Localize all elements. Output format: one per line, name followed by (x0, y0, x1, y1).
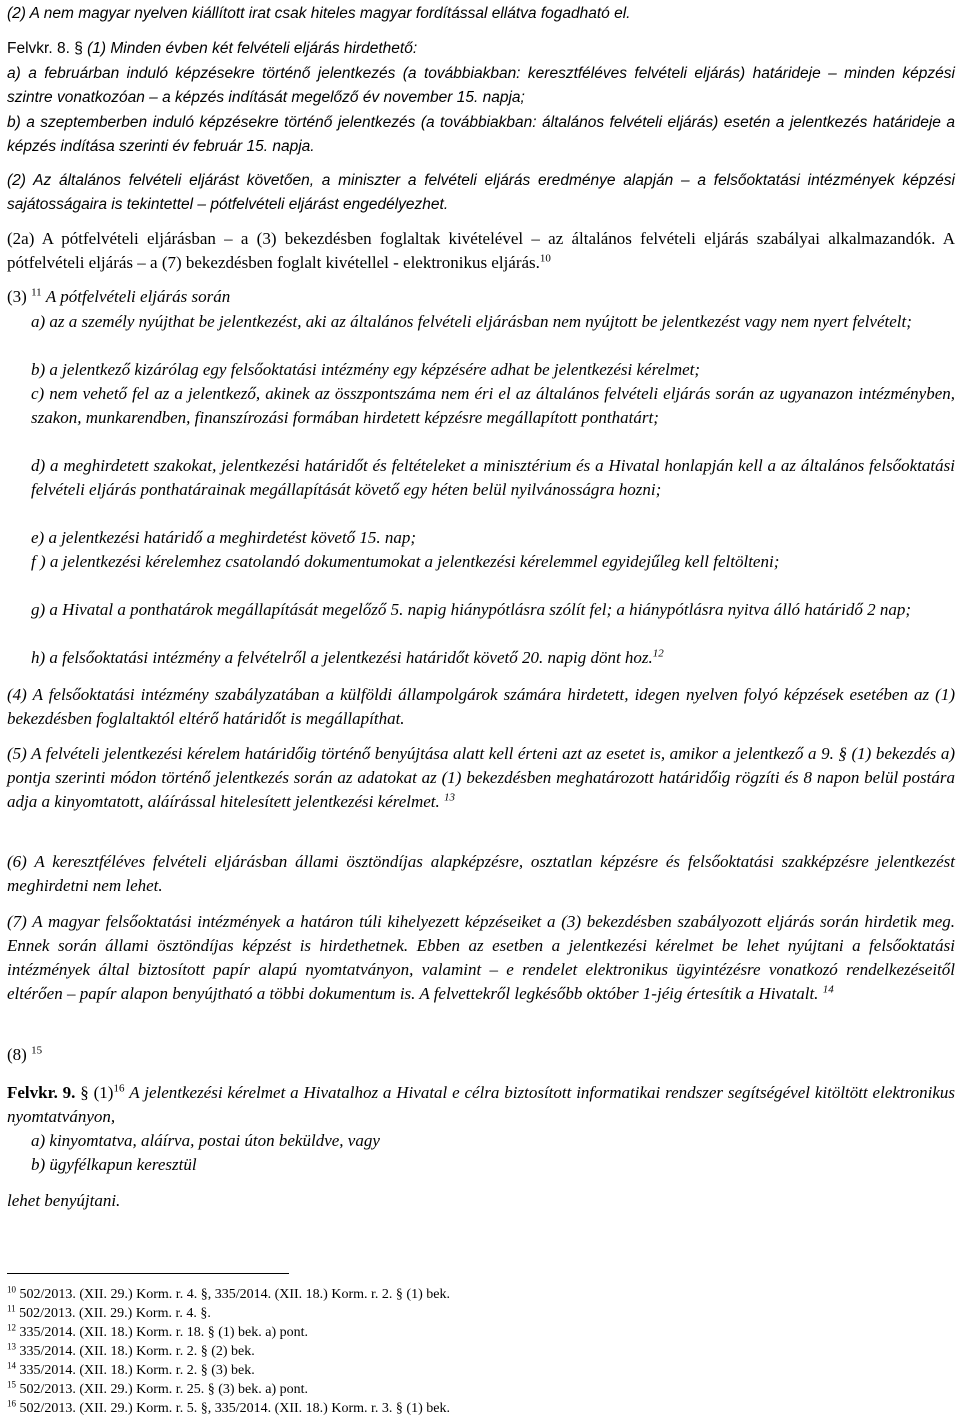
footnote-text: 335/2014. (XII. 18.) Korm. r. 2. § (2) bek. (19, 1344, 255, 1359)
header-note: (2) A nem magyar nyelven kiállított irat csak hiteles magyar fordítással ellátva fogadható el. (7, 5, 631, 22)
section-8-sign: § (74, 40, 83, 57)
s8-p3-label: (3) (7, 287, 27, 306)
s8-p2a (7, 227, 955, 275)
footnote-text: 502/2013. (XII. 29.) Korm. r. 25. § (3) bek. a) pont. (19, 1382, 309, 1397)
s8-p3-b: b) a jelentkező kizárólag egy felsőoktatási intézmény egy képzésére adhat be jelentkezési kérelmet; (31, 360, 701, 379)
footnote-10 (7, 1285, 450, 1304)
footnote-text: 502/2013. (XII. 29.) Korm. r. 4. §, 335/2014. (XII. 18.) Korm. r. 2. § (1) bek. (19, 1287, 450, 1302)
section-8-heading (7, 37, 955, 61)
footnote-14 (7, 1361, 255, 1380)
footnote-16 (7, 1399, 450, 1418)
s8-p1-intro: (1) Minden évben két felvételi eljárás hirdethető: (87, 40, 418, 57)
s8-p6: (6) A keresztféléves felvételi eljárásban állami ösztöndíjas alapképzésre, osztatlan képzésre és felsőoktatási szakképzésre jelentkezést meghirdetni nem lehet. (7, 852, 955, 895)
footnote-ref-15: 15 (31, 1044, 43, 1057)
footnote-ref-16: 16 (113, 1082, 125, 1095)
s8-p8 (7, 1043, 955, 1067)
footnote-ref-10: 10 (539, 252, 551, 265)
s9-p1-label: § (1) (80, 1083, 114, 1102)
footnote-ref-14: 14 (822, 983, 834, 996)
s9-p1-text: A jelentkezési kérelmet a Hivatalhoz a Hivatal e célra biztosított informatikai rendszer segítségével kitöltött elektronikus nyomtatványon, (7, 1083, 956, 1126)
footnote-number: 16 (7, 1398, 16, 1409)
s8-p3-h (7, 646, 955, 670)
s8-p3-d: d) a meghirdetett szakokat, jelentkezési határidőt és feltételeket a minisztérium és a Hivatal honlapján kell a az általános felsőoktatási felvételi eljárás ponthatárainak megállapítását követő egy héten belül nyilvánosságra hozni; (31, 456, 955, 499)
section-9-prefix: Felvkr. 9. (7, 1083, 76, 1102)
footnote-text: 502/2013. (XII. 29.) Korm. r. 5. §, 335/2014. (XII. 18.) Korm. r. 3. § (1) bek. (19, 1401, 450, 1416)
s8-p3-heading (7, 285, 955, 309)
s8-p3-e: e) a jelentkezési határidő a meghirdetést követő 15. nap; (31, 528, 417, 547)
footnote-11 (7, 1304, 211, 1323)
footnote-12 (7, 1323, 308, 1342)
s8-p3-h-text: h) a felsőoktatási intézmény a felvételről a jelentkezési határidőt követő 20. napig dönt hoz. (31, 648, 653, 667)
s8-p5-text: (5) A felvételi jelentkezési kérelem határidőig történő benyújtása alatt kell érteni azt az esetet is, amikor a jelentkező a 9. § (1) bekezdés a) pontja szerinti módon történő jelentkezés során az adatokat az (1) bekezdésben meghatározott határidőig rögzíti és 8 napon belül postára adja a kinyomtatott, aláírással hitelesített jelentkezési kérelmet. (7, 744, 955, 811)
s8-p5 (7, 742, 955, 814)
section-8-prefix: Felvkr. 8. (7, 40, 70, 57)
s8-p7-text: (7) A magyar felsőoktatási intézmények a határon túli kihelyezett képzéseiket a (3) bekezdésben szabályozott eljárás során hirdetik meg. Ennek során állami ösztöndíjas képzést is hirdethetnek. Ebben az esetben a jelentkezési kérelmet be lehet nyújtani a felsőoktatási intézmények által biztosított papír alapú nyomtatványon, valamint – e rendelet elektronikus ügyintézésre vonatkozó rendelkezéseitől eltérően – papír alapon benyújtható a többi dokumentum is. A felvettekről legkésőbb október 1-jéig értesítik a Hivatalt. (7, 912, 955, 1003)
footnote-number: 13 (7, 1341, 16, 1352)
footnote-ref-11: 11 (31, 286, 42, 299)
s8-p8-label: (8) (7, 1045, 27, 1064)
s8-p4: (4) A felsőoktatási intézmény szabályzatában a külföldi állampolgárok számára hirdetett, idegen nyelven folyó képzések esetében az (1) bekezdésben foglaltaktól eltérő határidőt is megállapíthat. (7, 685, 955, 728)
footnote-number: 12 (7, 1322, 16, 1333)
s8-p3-g: g) a Hivatal a ponthatárok megállapítását megelőző 5. napig hiánypótlásra szólít fel; a hiánypótlásra nyitva álló határidő 2 nap; (31, 600, 912, 619)
footnote-text: 335/2014. (XII. 18.) Korm. r. 18. § (1) bek. a) pont. (19, 1325, 309, 1340)
s8-p3-c: c) nem vehető fel az a jelentkező, akinek az összpontszáma nem éri el az általános felvételi eljárás során az ugyanazon intézményben, szakon, munkarendben, finanszírozási formában hirdetett képzésre megállapított ponthatárt; (31, 384, 955, 427)
s8-p3-a: a) az a személy nyújthat be jelentkezést, aki az általános felvételi eljárásban nem nyújtott be jelentkezést vagy nem nyert felvételt; (31, 312, 912, 331)
footnote-number: 10 (7, 1284, 16, 1295)
footnote-number: 11 (7, 1303, 16, 1314)
s8-p2a-text: (2a) A pótfelvételi eljárásban – a (3) bekezdésben foglaltak kivételével – az általános felvételi eljárás szabályai alkalmazandók. A pótfelvételi eljárás – a (7) bekezdésben foglalt kivétellel - elektronikus eljárás. (7, 229, 955, 272)
footnote-number: 14 (7, 1360, 16, 1371)
s9-p1-a: a) kinyomtatva, aláírva, postai úton beküldve, vagy (31, 1131, 380, 1150)
s8-p3-f: f ) a jelentkezési kérelemhez csatolandó dokumentumokat a jelentkezési kérelemmel egyidejűleg kell feltölteni; (31, 552, 780, 571)
footnote-number: 15 (7, 1379, 16, 1390)
s8-p1-b: b) a szeptemberben induló képzésekre történő jelentkezés (a továbbiakban: általános felvételi eljárás) esetén a jelentkezés határideje a képzés indítása szerinti év február 15. napja. (7, 114, 955, 155)
s8-p7 (7, 910, 955, 1006)
footnote-text: 502/2013. (XII. 29.) Korm. r. 4. §. (19, 1306, 211, 1321)
footnote-text: 335/2014. (XII. 18.) Korm. r. 2. § (3) bek. (19, 1363, 255, 1378)
footnote-divider (7, 1273, 289, 1274)
s9-p1-b: b) ügyfélkapun keresztül (31, 1155, 197, 1174)
s9-p1-end: lehet benyújtani. (7, 1191, 121, 1210)
s8-p1-a: a) a februárban induló képzésekre történő jelentkezés (a továbbiakban: keresztféléves felvételi eljárás) határideje – minden képzési szintre vonatkozóan – a képzés indítását megelőző év november 15. napja; (7, 65, 955, 106)
footnote-ref-12: 12 (652, 647, 664, 660)
footnote-ref-13: 13 (444, 791, 456, 804)
footnote-13 (7, 1342, 255, 1361)
s8-p3-intro: A pótfelvételi eljárás során (45, 287, 231, 306)
section-9 (7, 1081, 955, 1129)
s8-p2: (2) Az általános felvételi eljárást követően, a miniszter a felvételi eljárás eredménye alapján – a felsőoktatási intézmények képzési sajátosságaira is tekintettel – pótfelvételi eljárást engedélyezhet. (7, 172, 955, 213)
footnote-15 (7, 1380, 308, 1399)
